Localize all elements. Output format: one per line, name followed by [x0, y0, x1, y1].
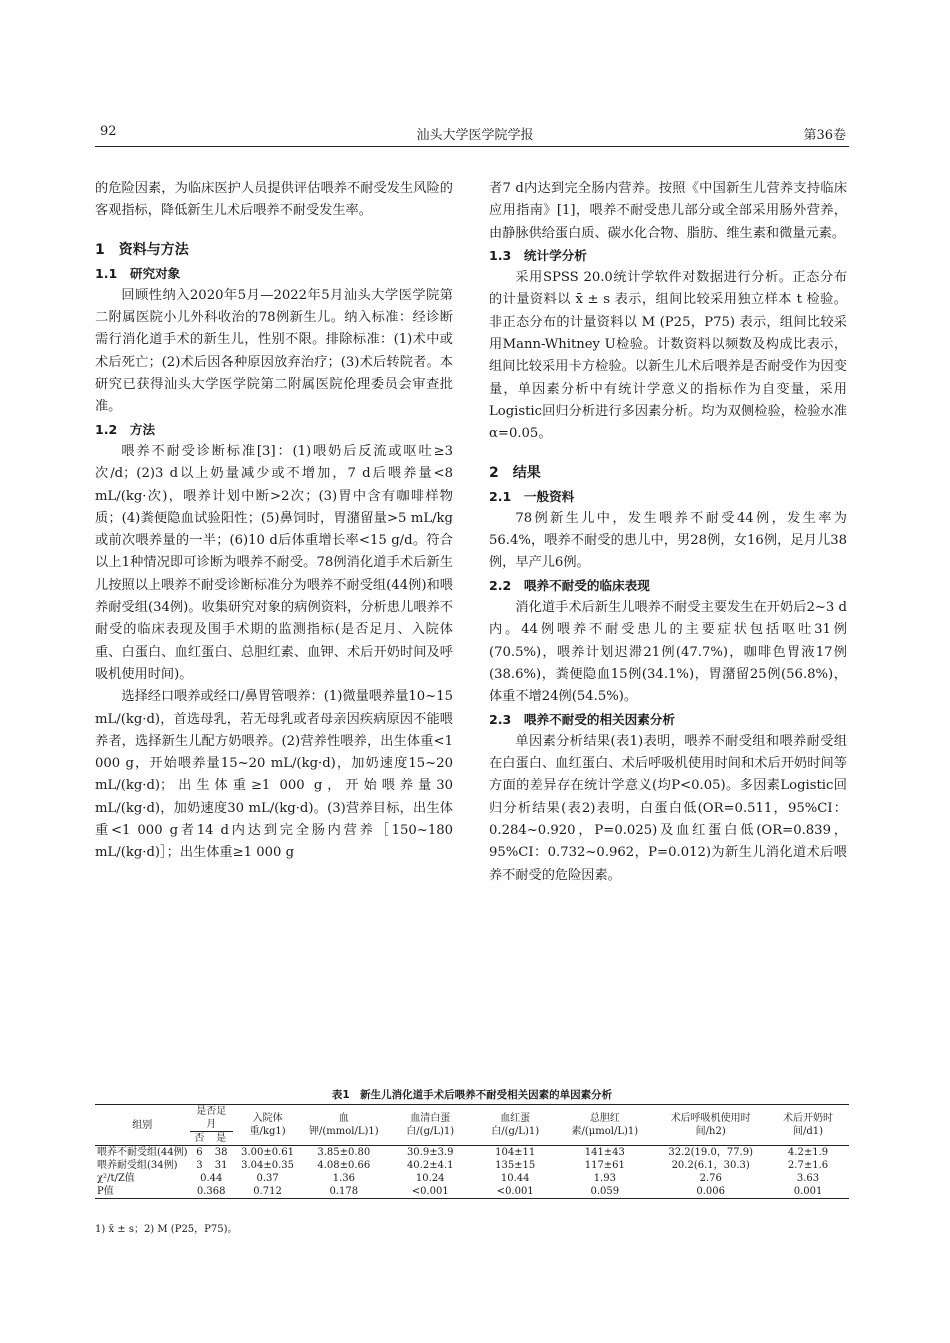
- table-cell: 0.368: [196, 1186, 226, 1197]
- header-rule: [95, 146, 849, 147]
- journal-title: 汕头大学医学院学报: [416, 128, 534, 143]
- col-header-albumin: 血清白蛋白/(g/L)1): [385, 1105, 475, 1146]
- table-cell: 40.2±4.1: [406, 1160, 454, 1171]
- section-heading: 2 结果: [489, 464, 541, 481]
- table-row: [95, 1159, 849, 1172]
- left-column: [95, 178, 453, 865]
- table-cell: 117±61: [584, 1160, 625, 1171]
- col-header-feeding: 术后开奶时间/d1): [767, 1105, 849, 1146]
- table-cell: 2.76: [699, 1173, 722, 1184]
- table-cell: <0.001: [411, 1186, 449, 1197]
- paragraph: 喂养不耐受诊断标准[3]：(1)喂奶后反流或呕吐≥3次/d；(2)3 d以上奶量减少或不增加，7 d后喂养量<8 mL/(kg·次)，喂养计划中断>2次；(3)胃中含有咖啡样物质；(4)粪便隐血试验阳性；(5)鼻饲时，胃潴留量>5 mL/kg或前次喂养量的一半；(6)10 d后体重增长率<15 g/d。符合以上1种情况即可诊断为喂养不耐受。78例消化道手术后新生儿按照以上喂养不耐受诊断标准分为喂养不耐受组(44例)和喂养耐受组(34例)。收集研究对象的病例资料，分析患儿喂养不耐受的临床表现及围手术期的监测指标(是否足月、入院体重、白蛋白、血红蛋白、总胆红素、血钾、术后开奶时间及呼吸机使用时间)。: [95, 443, 453, 682]
- table-cell: 3: [196, 1160, 203, 1171]
- table-cell: 0.712: [253, 1186, 282, 1197]
- table-cell: 0.001: [793, 1186, 823, 1197]
- row-label: 喂养耐受组(34例): [97, 1160, 178, 1171]
- paragraph: 78例新生儿中，发生喂养不耐受44例，发生率为56.4%，喂养不耐受的患儿中，男28例，女16例，足月儿38例，早产儿6例。: [489, 510, 847, 571]
- table-cell: 141±43: [584, 1147, 625, 1158]
- table-cell: 4.08±0.66: [317, 1160, 371, 1171]
- subsection-heading: 2.3 喂养不耐受的相关因素分析: [489, 711, 676, 727]
- col-header-bilirubin: 总胆红素/(μmol/L)1): [555, 1105, 654, 1146]
- table-cell: 38: [214, 1147, 228, 1158]
- col-header-yes: 是: [209, 1132, 233, 1146]
- table-footnote: 1) x̄ ± s；2) M (P25，P75)。: [95, 1224, 238, 1235]
- col-header-group: 组别: [95, 1105, 190, 1146]
- col-header-weight: 入院体重/kg1): [233, 1105, 302, 1146]
- paragraph: 单因素分析结果(表1)表明，喂养不耐受组和喂养耐受组在白蛋白、血红蛋白、术后呼吸机使用时间和术后开奶时间等方面的差异存在统计学意义(均P<0.05)。多因素Logistic回归分析结果(表2)表明，白蛋白低(OR=0.511，95%CI：0.284~0.920，P=0.025)及血红蛋白低(OR=0.839，95%CI：0.732~0.962，P=0.012)为新生儿消化道术后喂养不耐受的危险因素。: [489, 733, 847, 883]
- col-header-term: 是否足月: [190, 1105, 233, 1132]
- table-row: [95, 1172, 849, 1185]
- table-cell: 32.2(19.0，77.9): [668, 1147, 753, 1158]
- table-cell: 3.04±0.35: [241, 1160, 295, 1171]
- page-number: 92: [100, 124, 117, 139]
- table-cell: 10.44: [500, 1173, 530, 1184]
- table-cell: 0.44: [200, 1173, 223, 1184]
- row-label: χ²/t/Z值: [97, 1173, 135, 1184]
- table-cell: 1.93: [593, 1173, 616, 1184]
- paragraph: 者7 d内达到完全肠内营养。按照《中国新生儿营养支持临床应用指南》[1]，喂养不耐受患儿部分或全部采用肠外营养，由静脉供给蛋白质、碳水化合物、脂肪、维生素和微量元素。: [489, 181, 847, 241]
- col-header-no: 否: [190, 1132, 210, 1146]
- subsection-heading: 2.2 喂养不耐受的临床表现: [489, 577, 650, 593]
- table-cell: 6: [196, 1147, 203, 1158]
- table-cell: 0.178: [329, 1186, 359, 1197]
- table-caption: 表1 新生儿消化道手术后喂养不耐受相关因素的单因素分析: [331, 1089, 613, 1101]
- section-heading: 1 资料与方法: [95, 241, 189, 258]
- table-cell: 104±11: [495, 1147, 536, 1158]
- table-cell: 20.2(6.1，30.3): [671, 1160, 750, 1171]
- paragraph: 选择经口喂养或经口/鼻胃管喂养：(1)微量喂养量10~15 mL/(kg·d)，首选母乳，若无母乳或者母亲因疾病原因不能喂养者，选择新生儿配方奶喂养。(2)营养性喂养，出生体重<1 000 g，开始喂养量15~20 mL/(kg·d)，加奶速度15~20 mL/(kg·d)；出生体重≥1 000 g，开始喂养量30 mL/(kg·d)，加奶速度30 mL/(kg·d)。(3)营养目标，出生体重<1 000 g者14 d内达到完全肠内营养［150~180 mL/(kg·d)］；出生体重≥1 000 g: [95, 689, 453, 861]
- table-cell: 0.006: [696, 1186, 726, 1197]
- table-cell: 3.00±0.61: [241, 1147, 295, 1158]
- paragraph: 的危险因素，为临床医护人员提供评估喂养不耐受发生风险的客观指标，降低新生儿术后喂养不耐受发生率。: [95, 181, 453, 219]
- paragraph: 回顾性纳入2020年5月—2022年5月汕头大学医学院第二附属医院小儿外科收治的78例新生儿。纳入标准：经诊断需行消化道手术的新生儿，性别不限。排除标准：(1)术中或术后死亡；(2)术后因各种原因放弃治疗；(3)术后转院者。本研究已获得汕头大学医学院第二附属医院伦理委员会审查批准。: [95, 287, 453, 415]
- table-row: [95, 1185, 849, 1199]
- col-header-ventilation: 术后呼吸机使用时间/h2): [654, 1105, 767, 1146]
- table-cell: 2.7±1.6: [787, 1160, 829, 1171]
- table-cell: 3.85±0.80: [317, 1147, 371, 1158]
- col-header-hemoglobin: 血红蛋白/(g/L)1): [475, 1105, 555, 1146]
- table-cell: 3.63: [796, 1173, 820, 1184]
- table-cell: 4.2±1.9: [787, 1147, 829, 1158]
- table-cell: 30.9±3.9: [406, 1147, 454, 1158]
- subsection-heading: 1.2 方法: [95, 421, 156, 437]
- subsection-heading: 1.1 研究对象: [95, 265, 181, 281]
- paragraph: 消化道手术后新生儿喂养不耐受主要发生在开奶后2~3 d内。44例喂养不耐受患儿的主要症状包括呕吐31例(70.5%)，喂养计划迟滞21例(47.7%)，咖啡色胃液17例(38.6%)，粪便隐血15例(34.1%)，胃潴留25例(56.8%)，体重不增24例(54.5%)。: [489, 600, 847, 705]
- row-label: 喂养不耐受组(44例): [97, 1147, 188, 1158]
- results-table: [95, 1104, 849, 1199]
- table-cell: 0.059: [590, 1186, 620, 1197]
- row-label: P值: [97, 1186, 114, 1197]
- paragraph: 采用SPSS 20.0统计学软件对数据进行分析。正态分布的计量资料以 x̄ ± s 表示，组间比较采用独立样本 t 检验。非正态分布的计量资料以 M (P25，P75) 表示，组间比较采用Mann-Whitney U检验。计数资料以频数及构成比表示，组间比较采用卡方检验。以新生儿术后喂养是否耐受作为因变量，单因素分析中有统计学意义的指标作为自变量，采用Logistic回归分析进行多因素分析。均为双侧检验，检验水准α=0.05。: [489, 270, 847, 442]
- table-cell: 135±15: [495, 1160, 536, 1171]
- table-cell: 31: [214, 1160, 228, 1171]
- volume-label: 第36卷: [803, 128, 846, 143]
- subsection-heading: 1.3 统计学分析: [489, 247, 587, 263]
- col-header-potassium: 血钾/(mmol/L)1): [302, 1105, 385, 1146]
- table-cell: 1.36: [332, 1173, 355, 1184]
- table-row: [95, 1146, 849, 1160]
- table-cell: <0.001: [496, 1186, 534, 1197]
- subsection-heading: 2.1 一般资料: [489, 488, 575, 504]
- table-cell: 0.37: [256, 1173, 279, 1184]
- right-column: [489, 178, 847, 887]
- table-cell: 10.24: [415, 1173, 445, 1184]
